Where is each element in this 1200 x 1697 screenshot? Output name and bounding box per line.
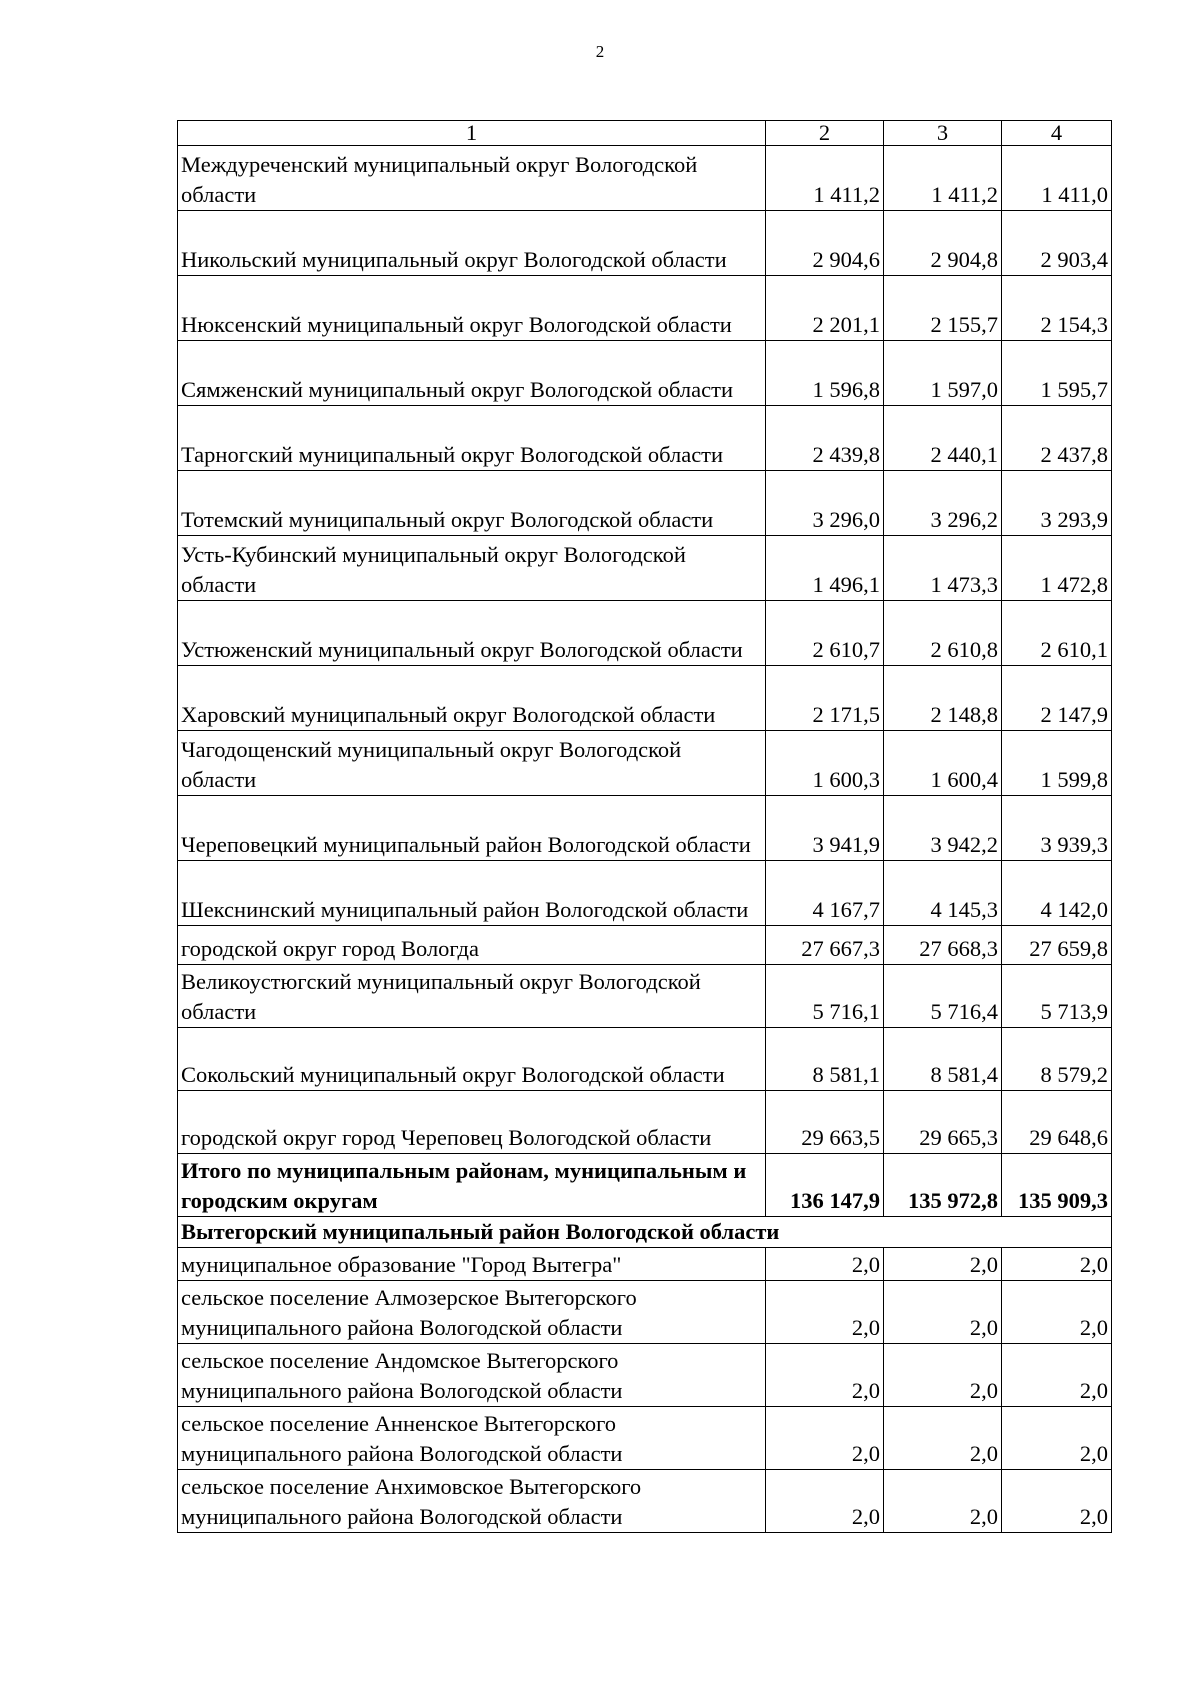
value-col-3-cell: 27 668,3	[884, 926, 1002, 965]
table-row	[178, 341, 1112, 406]
value-col-2-cell: 2 439,8	[766, 406, 884, 471]
value-col-2-cell: 3 941,9	[766, 796, 884, 861]
municipality-name-cell: сельское поселение Анненское Вытегорского муниципального района Вологодской области	[178, 1407, 766, 1470]
value-col-2-cell: 2,0	[766, 1407, 884, 1470]
table-row	[178, 1344, 1112, 1407]
value-col-2-cell: 29 663,5	[766, 1091, 884, 1154]
value-col-2-cell: 1 600,3	[766, 731, 884, 796]
value-col-2-cell: 2,0	[766, 1281, 884, 1344]
table-row	[178, 666, 1112, 731]
value-col-2-cell: 1 496,1	[766, 536, 884, 601]
value-col-4-cell: 2 437,8	[1002, 406, 1112, 471]
table-row	[178, 1248, 1112, 1281]
value-col-3-cell: 3 296,2	[884, 471, 1002, 536]
value-col-2-cell: 3 296,0	[766, 471, 884, 536]
municipality-name-cell: муниципальное образование "Город Вытегра"	[178, 1248, 766, 1281]
value-col-4-cell: 29 648,6	[1002, 1091, 1112, 1154]
value-col-4-cell: 2,0	[1002, 1248, 1112, 1281]
value-col-3-cell: 2,0	[884, 1344, 1002, 1407]
municipality-name-cell: сельское поселение Алмозерское Вытегорского муниципального района Вологодской области	[178, 1281, 766, 1344]
value-col-4-cell: 4 142,0	[1002, 861, 1112, 926]
value-col-4-cell: 27 659,8	[1002, 926, 1112, 965]
municipality-name-cell: Усть-Кубинский муниципальный округ Вологодской области	[178, 536, 766, 601]
value-col-2-cell: 1 596,8	[766, 341, 884, 406]
municipality-name-cell: Никольский муниципальный округ Вологодской области	[178, 211, 766, 276]
value-col-3-cell: 2,0	[884, 1407, 1002, 1470]
value-col-3-cell: 2 610,8	[884, 601, 1002, 666]
value-col-2-cell: 27 667,3	[766, 926, 884, 965]
municipality-name-cell: Череповецкий муниципальный район Вологодской области	[178, 796, 766, 861]
header-cell-3: 3	[884, 121, 1002, 146]
value-col-2-cell: 4 167,7	[766, 861, 884, 926]
value-col-3-cell: 4 145,3	[884, 861, 1002, 926]
value-col-2-cell: 2 904,6	[766, 211, 884, 276]
value-col-4-cell: 2 154,3	[1002, 276, 1112, 341]
value-col-2-cell: 136 147,9	[766, 1154, 884, 1217]
value-col-3-cell: 1 411,2	[884, 146, 1002, 211]
table-row	[178, 1281, 1112, 1344]
section-row	[178, 1217, 1112, 1248]
table-row	[178, 861, 1112, 926]
value-col-2-cell: 8 581,1	[766, 1028, 884, 1091]
value-col-3-cell: 2 904,8	[884, 211, 1002, 276]
municipality-name-cell: Харовский муниципальный округ Вологодской области	[178, 666, 766, 731]
value-col-3-cell: 2 155,7	[884, 276, 1002, 341]
table-row	[178, 965, 1112, 1028]
value-col-4-cell: 1 472,8	[1002, 536, 1112, 601]
table-row	[178, 796, 1112, 861]
municipality-name-cell: сельское поселение Анхимовское Вытегорского муниципального района Вологодской области	[178, 1470, 766, 1533]
table-row	[178, 1407, 1112, 1470]
table-row	[178, 471, 1112, 536]
table-row	[178, 601, 1112, 666]
budget-table	[177, 120, 1112, 1533]
value-col-4-cell: 135 909,3	[1002, 1154, 1112, 1217]
table-body	[178, 121, 1112, 1533]
value-col-3-cell: 3 942,2	[884, 796, 1002, 861]
value-col-4-cell: 3 293,9	[1002, 471, 1112, 536]
table-row	[178, 536, 1112, 601]
table-row	[178, 406, 1112, 471]
municipality-name-cell: Тарногский муниципальный округ Вологодской области	[178, 406, 766, 471]
value-col-4-cell: 2,0	[1002, 1470, 1112, 1533]
header-cell-4: 4	[1002, 121, 1112, 146]
value-col-3-cell: 2 148,8	[884, 666, 1002, 731]
header-cell-1: 1	[178, 121, 766, 146]
value-col-3-cell: 1 600,4	[884, 731, 1002, 796]
table-row	[178, 1091, 1112, 1154]
value-col-4-cell: 5 713,9	[1002, 965, 1112, 1028]
header-row	[178, 121, 1112, 146]
value-col-2-cell: 2 171,5	[766, 666, 884, 731]
value-col-4-cell: 8 579,2	[1002, 1028, 1112, 1091]
municipality-name-cell: Великоустюгский муниципальный округ Вологодской области	[178, 965, 766, 1028]
value-col-3-cell: 2,0	[884, 1281, 1002, 1344]
value-col-4-cell: 2,0	[1002, 1344, 1112, 1407]
value-col-3-cell: 135 972,8	[884, 1154, 1002, 1217]
value-col-3-cell: 1 597,0	[884, 341, 1002, 406]
value-col-3-cell: 2 440,1	[884, 406, 1002, 471]
section-title: Вытегорский муниципальный район Вологодской области	[178, 1217, 1112, 1248]
municipality-name-cell: городской округ город Вологда	[178, 926, 766, 965]
value-col-2-cell: 2,0	[766, 1344, 884, 1407]
value-col-4-cell: 1 411,0	[1002, 146, 1112, 211]
municipality-name-cell: Тотемский муниципальный округ Вологодской области	[178, 471, 766, 536]
value-col-2-cell: 2 610,7	[766, 601, 884, 666]
value-col-4-cell: 1 599,8	[1002, 731, 1112, 796]
value-col-4-cell: 2 610,1	[1002, 601, 1112, 666]
value-col-4-cell: 2 903,4	[1002, 211, 1112, 276]
value-col-3-cell: 1 473,3	[884, 536, 1002, 601]
value-col-2-cell: 1 411,2	[766, 146, 884, 211]
value-col-3-cell: 29 665,3	[884, 1091, 1002, 1154]
municipality-name-cell: Междуреченский муниципальный округ Вологодской области	[178, 146, 766, 211]
value-col-4-cell: 2,0	[1002, 1281, 1112, 1344]
value-col-4-cell: 1 595,7	[1002, 341, 1112, 406]
total-row	[178, 1154, 1112, 1217]
value-col-2-cell: 2,0	[766, 1470, 884, 1533]
table-row	[178, 731, 1112, 796]
table-row	[178, 211, 1112, 276]
value-col-3-cell: 5 716,4	[884, 965, 1002, 1028]
table-row	[178, 276, 1112, 341]
municipality-name-cell: Итого по муниципальным районам, муниципальным и городским округам	[178, 1154, 766, 1217]
value-col-4-cell: 2 147,9	[1002, 666, 1112, 731]
table-row	[178, 1470, 1112, 1533]
table-row	[178, 146, 1112, 211]
value-col-3-cell: 2,0	[884, 1470, 1002, 1533]
municipality-name-cell: Шекснинский муниципальный район Вологодской области	[178, 861, 766, 926]
header-cell-2: 2	[766, 121, 884, 146]
table-row	[178, 926, 1112, 965]
value-col-4-cell: 3 939,3	[1002, 796, 1112, 861]
municipality-name-cell: Сокольский муниципальный округ Вологодской области	[178, 1028, 766, 1091]
value-col-3-cell: 2,0	[884, 1248, 1002, 1281]
municipality-name-cell: сельское поселение Андомское Вытегорского муниципального района Вологодской области	[178, 1344, 766, 1407]
value-col-2-cell: 5 716,1	[766, 965, 884, 1028]
value-col-3-cell: 8 581,4	[884, 1028, 1002, 1091]
municipality-name-cell: Сямженский муниципальный округ Вологодской области	[178, 341, 766, 406]
value-col-2-cell: 2 201,1	[766, 276, 884, 341]
municipality-name-cell: Чагодощенский муниципальный округ Вологодской области	[178, 731, 766, 796]
municipality-name-cell: городской округ город Череповец Вологодской области	[178, 1091, 766, 1154]
table-row	[178, 1028, 1112, 1091]
page-number: 2	[595, 42, 605, 61]
value-col-4-cell: 2,0	[1002, 1407, 1112, 1470]
municipality-name-cell: Нюксенский муниципальный округ Вологодской области	[178, 276, 766, 341]
municipality-name-cell: Устюженский муниципальный округ Вологодской области	[178, 601, 766, 666]
value-col-2-cell: 2,0	[766, 1248, 884, 1281]
